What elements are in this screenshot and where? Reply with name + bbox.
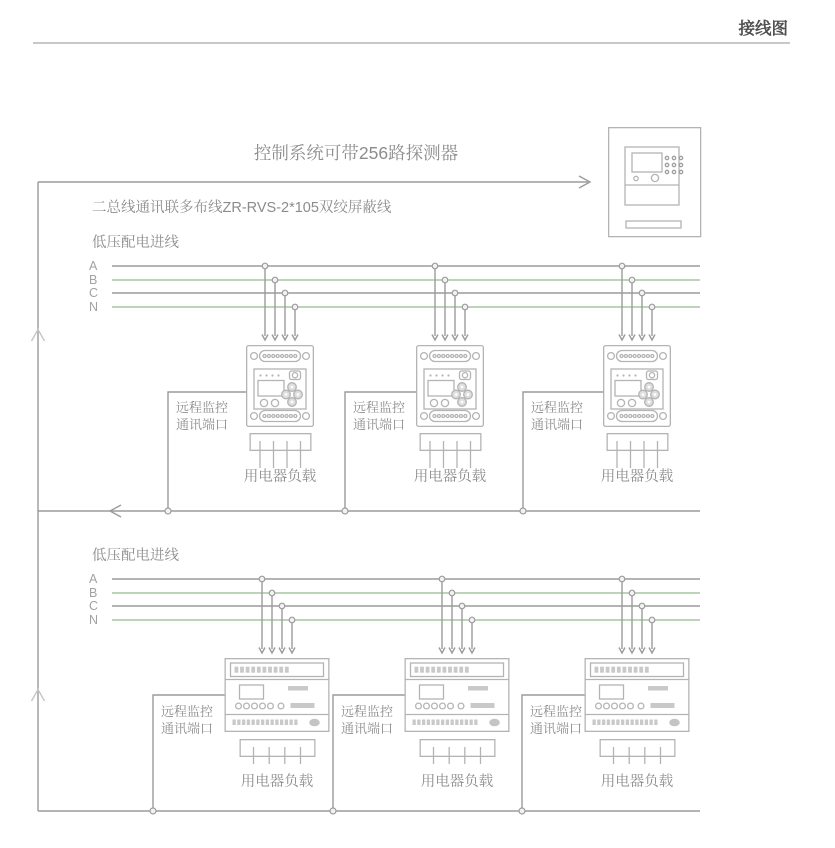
page-title: 接线图 bbox=[738, 20, 788, 38]
load-terminal-icon bbox=[600, 740, 675, 764]
comm-port-label bbox=[530, 704, 582, 736]
comm-port-label bbox=[531, 400, 583, 432]
control-host-icon bbox=[609, 128, 701, 237]
bottom-comm-bus bbox=[38, 808, 700, 814]
phase-label-a-2: A bbox=[89, 572, 98, 586]
left-riser-bus bbox=[32, 182, 45, 811]
din-meter-device-2 bbox=[405, 659, 509, 732]
load-terminal-icon bbox=[250, 434, 311, 468]
phase-tap-group bbox=[619, 576, 655, 653]
load-label: 用电器负载 bbox=[413, 469, 487, 485]
load-terminal-icon bbox=[240, 740, 315, 764]
svg-text:通讯端口: 通讯端口 bbox=[176, 417, 229, 432]
power-monitor-device-3 bbox=[604, 346, 671, 427]
svg-text:通讯端口: 通讯端口 bbox=[531, 417, 584, 432]
bus-to-controller-arrow bbox=[38, 176, 590, 188]
load-label: 用电器负载 bbox=[600, 469, 674, 485]
phase-label-n-2: N bbox=[89, 613, 99, 627]
phase-tap-group bbox=[439, 576, 475, 653]
mid-comm-bus bbox=[38, 505, 700, 517]
svg-text:远程监控: 远程监控 bbox=[531, 400, 584, 415]
load-label: 用电器负载 bbox=[243, 469, 317, 485]
phase-label-n-1: N bbox=[89, 300, 99, 314]
load-terminal-icon bbox=[420, 740, 495, 764]
din-meter-device-1 bbox=[225, 659, 329, 732]
load-terminal-icon bbox=[607, 434, 668, 468]
incoming-line-label-2: 低压配电进线 bbox=[92, 548, 179, 564]
svg-text:远程监控: 远程监控 bbox=[176, 400, 229, 415]
svg-text:通讯端口: 通讯端口 bbox=[161, 721, 214, 736]
comm-port-label bbox=[353, 400, 405, 432]
phase-tap-group bbox=[259, 576, 295, 653]
power-monitor-device-2 bbox=[417, 346, 484, 427]
section-bottom bbox=[38, 546, 700, 814]
comm-port-label bbox=[341, 704, 393, 736]
phase-label-b-1: B bbox=[89, 273, 98, 287]
svg-text:远程监控: 远程监控 bbox=[161, 704, 214, 719]
load-label: 用电器负载 bbox=[420, 774, 494, 790]
wiring-spec-note: 二总线通讯联多布线ZR-RVS-2*105双绞屏蔽线 bbox=[92, 200, 392, 216]
comm-port-label bbox=[161, 704, 213, 736]
svg-text:通讯端口: 通讯端口 bbox=[353, 417, 406, 432]
svg-text:通讯端口: 通讯端口 bbox=[341, 721, 394, 736]
comm-port-label bbox=[176, 400, 228, 432]
phase-tap-group bbox=[262, 263, 298, 340]
phase-label-c-2: C bbox=[89, 599, 99, 613]
phase-label-c-1: C bbox=[89, 286, 99, 300]
phase-tap-group bbox=[619, 263, 655, 340]
section-top bbox=[38, 233, 700, 517]
capacity-note: 控制系统可带256路探测器 bbox=[253, 143, 459, 163]
phase-label-a-1: A bbox=[89, 259, 98, 273]
load-terminal-icon bbox=[420, 434, 481, 468]
svg-text:远程监控: 远程监控 bbox=[341, 704, 394, 719]
din-meter-device-3 bbox=[585, 659, 689, 732]
svg-text:远程监控: 远程监控 bbox=[353, 400, 406, 415]
svg-text:远程监控: 远程监控 bbox=[530, 704, 583, 719]
incoming-line-label-1: 低压配电进线 bbox=[92, 235, 179, 251]
load-label: 用电器负载 bbox=[600, 774, 674, 790]
load-label: 用电器负载 bbox=[240, 774, 314, 790]
power-monitor-device-1 bbox=[247, 346, 314, 427]
phase-tap-group bbox=[432, 263, 468, 340]
svg-text:通讯端口: 通讯端口 bbox=[530, 721, 583, 736]
phase-label-b-2: B bbox=[89, 586, 98, 600]
